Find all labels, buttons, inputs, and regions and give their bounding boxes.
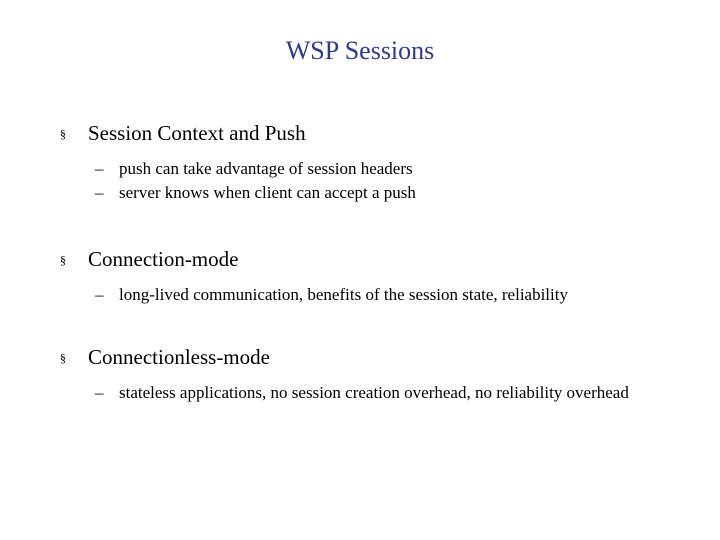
bullet-head	[60, 246, 680, 275]
square-bullet-icon: §	[60, 127, 66, 141]
sub-item-text: long-lived communication, benefits of the session state, reliability	[119, 285, 568, 304]
sub-list	[60, 283, 680, 307]
square-bullet-icon: §	[60, 351, 66, 365]
dash-icon: –	[95, 183, 104, 202]
sub-list	[60, 381, 680, 405]
list-item	[95, 381, 680, 405]
sub-item-text: server knows when client can accept a push	[119, 183, 416, 202]
square-bullet-icon: §	[60, 253, 66, 267]
dash-icon: –	[95, 383, 104, 402]
sub-item-text: push can take advantage of session headers	[119, 159, 413, 178]
bullet-heading: Connectionless-mode	[88, 345, 270, 369]
list-item	[95, 157, 680, 181]
list-item	[95, 181, 680, 205]
sub-list	[60, 157, 680, 205]
dash-icon: –	[95, 159, 104, 178]
bullet-head	[60, 344, 680, 373]
bullet-session-context	[60, 120, 680, 205]
bullet-heading: Session Context and Push	[88, 121, 306, 145]
bullet-connection-mode	[60, 246, 680, 307]
bullet-head	[60, 120, 680, 149]
sub-item-text: stateless applications, no session creation overhead, no reliability overhead	[119, 383, 629, 402]
slide-title: WSP Sessions	[285, 36, 435, 65]
bullet-heading: Connection-mode	[88, 247, 239, 271]
dash-icon: –	[95, 285, 104, 304]
bullet-connectionless-mode	[60, 344, 680, 405]
list-item	[95, 283, 680, 307]
